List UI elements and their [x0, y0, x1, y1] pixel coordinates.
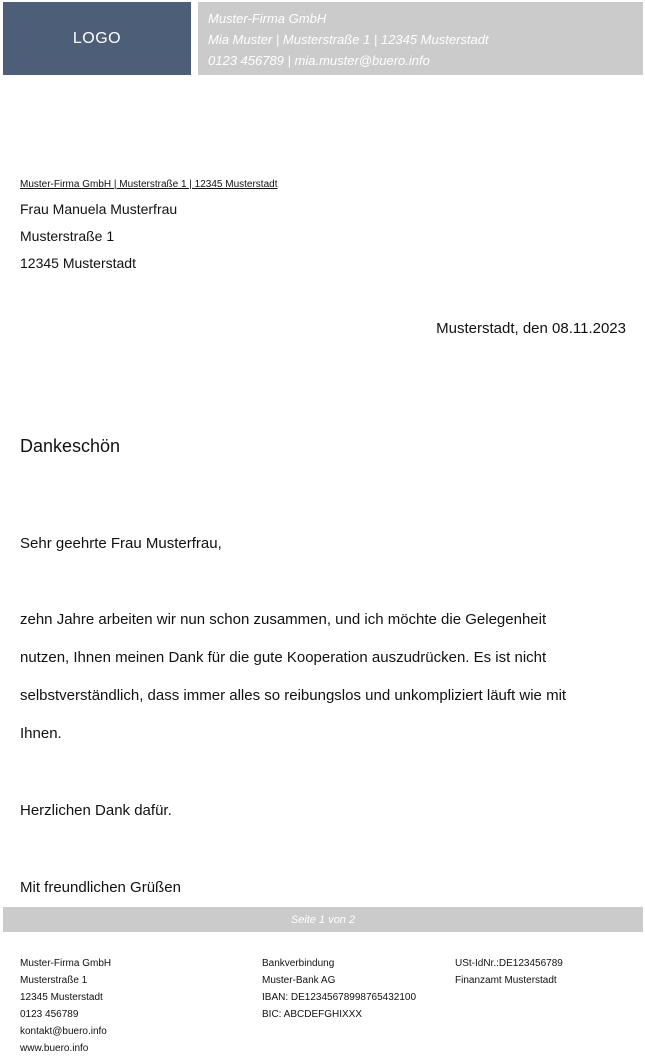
footer-line: USt-IdNr.:DE123456789 [455, 958, 563, 969]
footer-line: Muster-Bank AG [262, 975, 336, 986]
letterhead-company: Muster-Firma GmbH [208, 11, 327, 26]
footer-line: Finanzamt Musterstadt [455, 975, 557, 986]
footer-line: Musterstraße 1 [20, 975, 88, 986]
footer-line: Bankverbindung [262, 958, 335, 969]
body-line: nutzen, Ihnen meinen Dank für die gute Kooperation auszudrücken. Es ist nicht [20, 649, 547, 666]
footer-line: kontakt@buero.info [20, 1026, 107, 1037]
page-indicator-bar [3, 907, 643, 932]
recipient-street: Musterstraße 1 [20, 228, 115, 244]
salutation: Sehr geehrte Frau Musterfrau, [20, 535, 222, 552]
return-address-line: Muster-Firma GmbH | Musterstraße 1 | 12345 Musterstadt [20, 179, 278, 190]
closing-line: Mit freundlichen Grüßen [20, 879, 181, 896]
letterhead-phone-email: 0123 456789 | mia.muster@buero.info [208, 53, 430, 68]
page-indicator: Seite 1 von 2 [290, 913, 356, 926]
footer-line: 12345 Musterstadt [20, 992, 103, 1003]
recipient-name: Frau Manuela Musterfrau [20, 201, 178, 217]
footer-line: Muster-Firma GmbH [20, 958, 112, 969]
letterhead-contact-line: Mia Muster | Musterstraße 1 | 12345 Musterstadt [208, 32, 489, 47]
logo [3, 2, 191, 75]
footer-line: IBAN: DE12345678998765432100 [262, 992, 417, 1003]
letter-date: Musterstadt, den 08.11.2023 [436, 320, 626, 337]
footer-company-info [20, 955, 111, 1057]
letterhead [198, 2, 643, 75]
thanks-line: Herzlichen Dank dafür. [20, 802, 172, 819]
footer-bank-info [262, 955, 416, 1023]
letter-body [20, 601, 630, 753]
body-line: zehn Jahre arbeiten wir nun schon zusammen, und ich möchte die Gelegenheit [20, 611, 547, 628]
footer-line: 0123 456789 [20, 1009, 79, 1020]
body-line: selbstverständlich, dass immer alles so reibungslos und unkompliziert läuft wie mit [20, 687, 567, 704]
logo-text: LOGO [72, 29, 122, 47]
footer-line: www.buero.info [20, 1043, 89, 1054]
recipient-address [20, 198, 177, 279]
body-line: Ihnen. [20, 725, 62, 742]
recipient-city: 12345 Musterstadt [20, 255, 136, 271]
letter-subject: Dankeschön [20, 436, 121, 456]
footer-tax-info [455, 955, 563, 989]
footer-line: BIC: ABCDEFGHIXXX [262, 1009, 363, 1020]
